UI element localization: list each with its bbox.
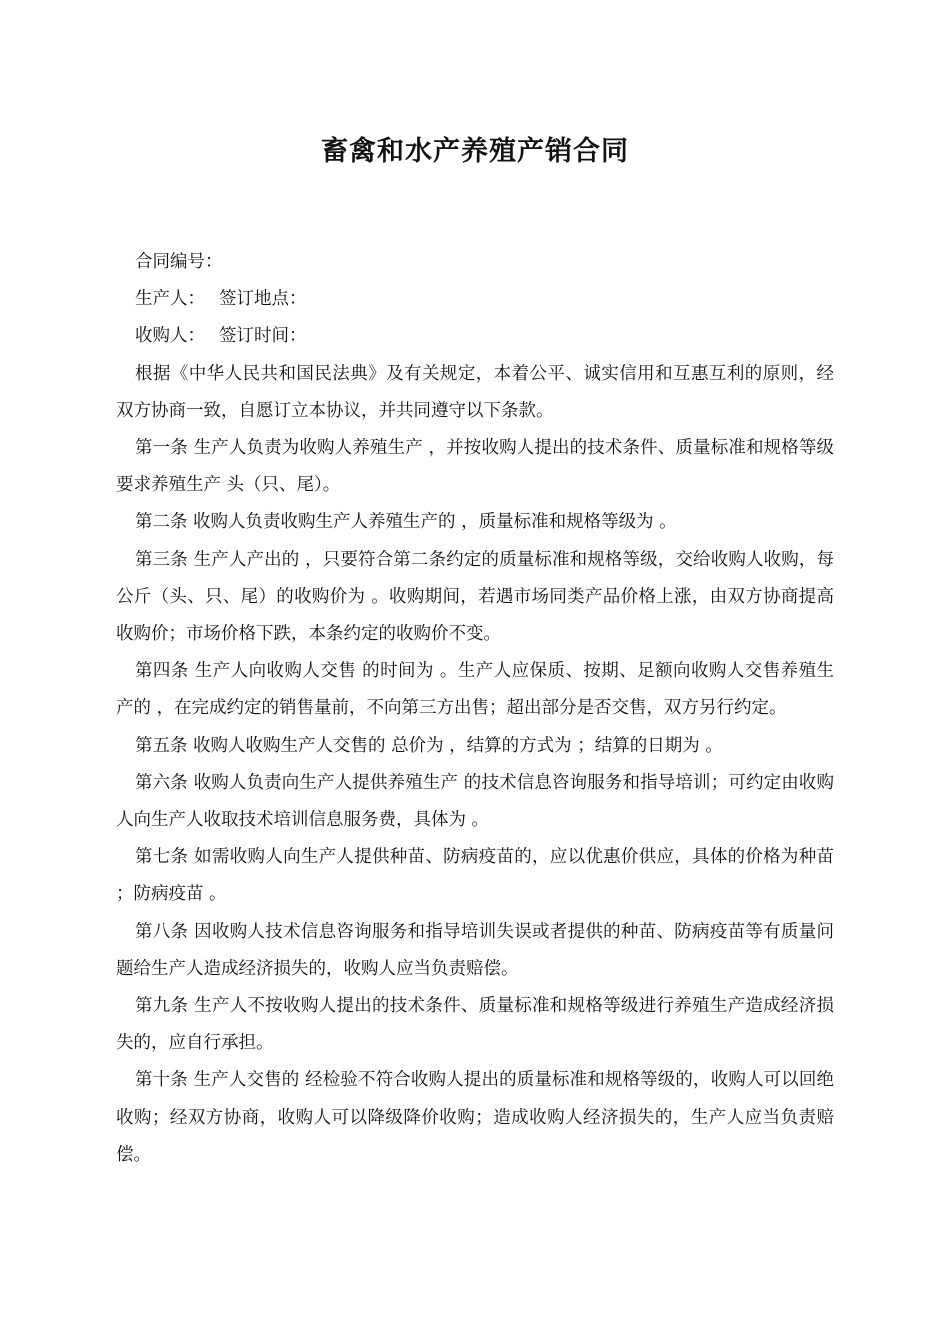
article-4-paragraph: 第四条 生产人向收购人交售 的时间为 。生产人应保质、按期、足额向收购人交售养殖生产的 ，在完成约定的销售量前，不向第三方出售；超出部分是否交售，双方另行约定。: [116, 661, 834, 719]
producer-label: 生产人：: [135, 289, 205, 310]
preamble-paragraph: 根据《中华人民共和国民法典》及有关规定，本着公平、诚实信用和互惠互利的原则，经双方协商一致，自愿订立本协议，并共同遵守以下条款。: [116, 363, 834, 421]
contract-number-line: [116, 244, 834, 281]
article-8-paragraph: 第八条 因收购人技术信息咨询服务和指导培训失误或者提供的种苗、防病疫苗等有质量问题给生产人造成经济损失的，收购人应当负责赔偿。: [116, 921, 834, 979]
document-body: [116, 244, 834, 1174]
article-1-paragraph: 第一条 生产人负责为收购人养殖生产 ，并按收购人提出的技术条件、质量标准和规格等级要求养殖生产 头（只、尾）。: [116, 438, 834, 496]
article-9-paragraph: 第九条 生产人不按收购人提出的技术条件、质量标准和规格等级进行养殖生产造成经济损失的，应自行承担。: [116, 996, 834, 1054]
article-5-paragraph: 第五条 收购人收购生产人交售的 总价为 ，结算的方式为 ；结算的日期为 。: [135, 735, 723, 756]
article-3-paragraph: 第三条 生产人产出的 ，只要符合第二条约定的质量标准和规格等级，交给收购人收购，每公斤（头、只、尾）的收购价为 。收购期间，若遇市场同类产品价格上涨，由双方协商提高收购价；市场价格下跌，本条约定的收购价不变。: [116, 549, 834, 645]
sign-place-label: 签订地点：: [219, 289, 307, 310]
buyer-label: 收购人：: [135, 326, 205, 347]
article-10-paragraph: 第十条 生产人交售的 经检验不符合收购人提出的质量标准和规格等级的，收购人可以回绝收购；经双方协商，收购人可以降级降价收购；造成收购人经济损失的，生产人应当负责赔偿。: [116, 1070, 834, 1165]
article-2-paragraph: 第二条 收购人负责收购生产人养殖生产的 ，质量标准和规格等级为 。: [135, 512, 677, 533]
contract-number-label: 合同编号：: [135, 252, 223, 272]
sign-time-label: 签订时间：: [219, 326, 307, 347]
producer-line: [116, 281, 834, 318]
article-7-paragraph: 第七条 如需收购人向生产人提供种苗、防病疫苗的，应以优惠价供应，具体的价格为种苗 ；防病疫苗 。: [116, 847, 834, 905]
document-title: 畜禽和水产养殖产销合同: [321, 136, 629, 167]
article-6-paragraph: 第六条 收购人负责向生产人提供养殖生产 的技术信息咨询服务和指导培训；可约定由收购人向生产人收取技术培训信息服务费，具体为 。: [116, 772, 834, 831]
buyer-line: [116, 318, 834, 355]
